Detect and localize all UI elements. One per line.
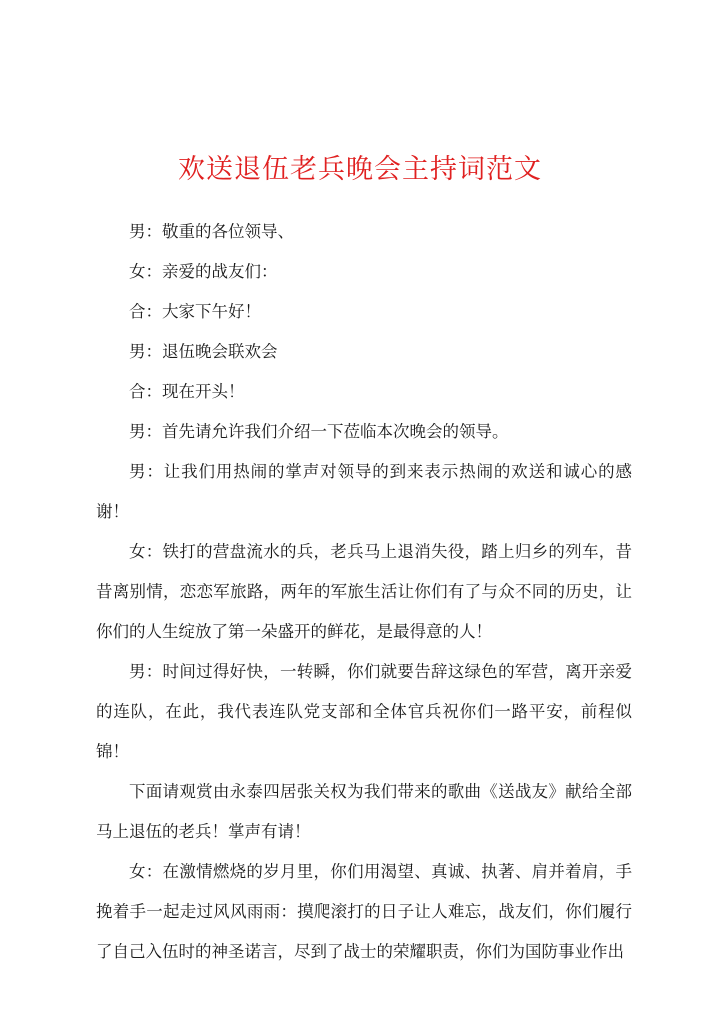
paragraph-10: 下面请观赏由永泰四居张关权为我们带来的歌曲《送战友》献给全部马上退伍的老兵！掌声有请！: [96, 782, 632, 841]
document-title: 欢送退伍老兵晚会主持词范文: [178, 154, 542, 185]
paragraph-9: 男：时间过得好快，一转瞬，你们就要告辞这绿色的军营，离开亲爱的连队，在此，我代表连队党支部和全体官兵祝你们一路平安，前程似锦！: [96, 662, 632, 761]
paragraph-2: 女：亲爱的战友们：: [129, 262, 278, 281]
paragraph-1: 男：敬重的各位领导、: [129, 222, 294, 241]
paragraph-5: 合：现在开头！: [129, 382, 245, 401]
paragraph-4: 男：退伍晚会联欢会: [129, 342, 278, 361]
paragraph-3: 合：大家下午好！: [129, 302, 261, 321]
paragraph-7: 男：让我们用热闹的掌声对领导的到来表示热闹的欢送和诚心的感谢！: [96, 462, 632, 521]
document-body: [96, 212, 632, 972]
paragraph-6: 男：首先请允许我们介绍一下莅临本次晚会的领导。: [129, 422, 509, 441]
paragraph-8: 女：铁打的营盘流水的兵，老兵马上退消失役，踏上归乡的列车，昔昔离别情，恋恋军旅路，两年的军旅生活让你们有了与众不同的历史，让你们的人生绽放了第一朵盛开的鲜花，是最得意的人！: [96, 542, 632, 641]
paragraph-11: 女：在激情燃烧的岁月里，你们用渴望、真诚、执著、肩并着肩，手挽着手一起走过风风雨雨：摸爬滚打的日子让人难忘，战友们，你们履行了自己入伍时的神圣诺言，尽到了战士的荣耀职责，你们为国防事业作出: [96, 862, 632, 961]
